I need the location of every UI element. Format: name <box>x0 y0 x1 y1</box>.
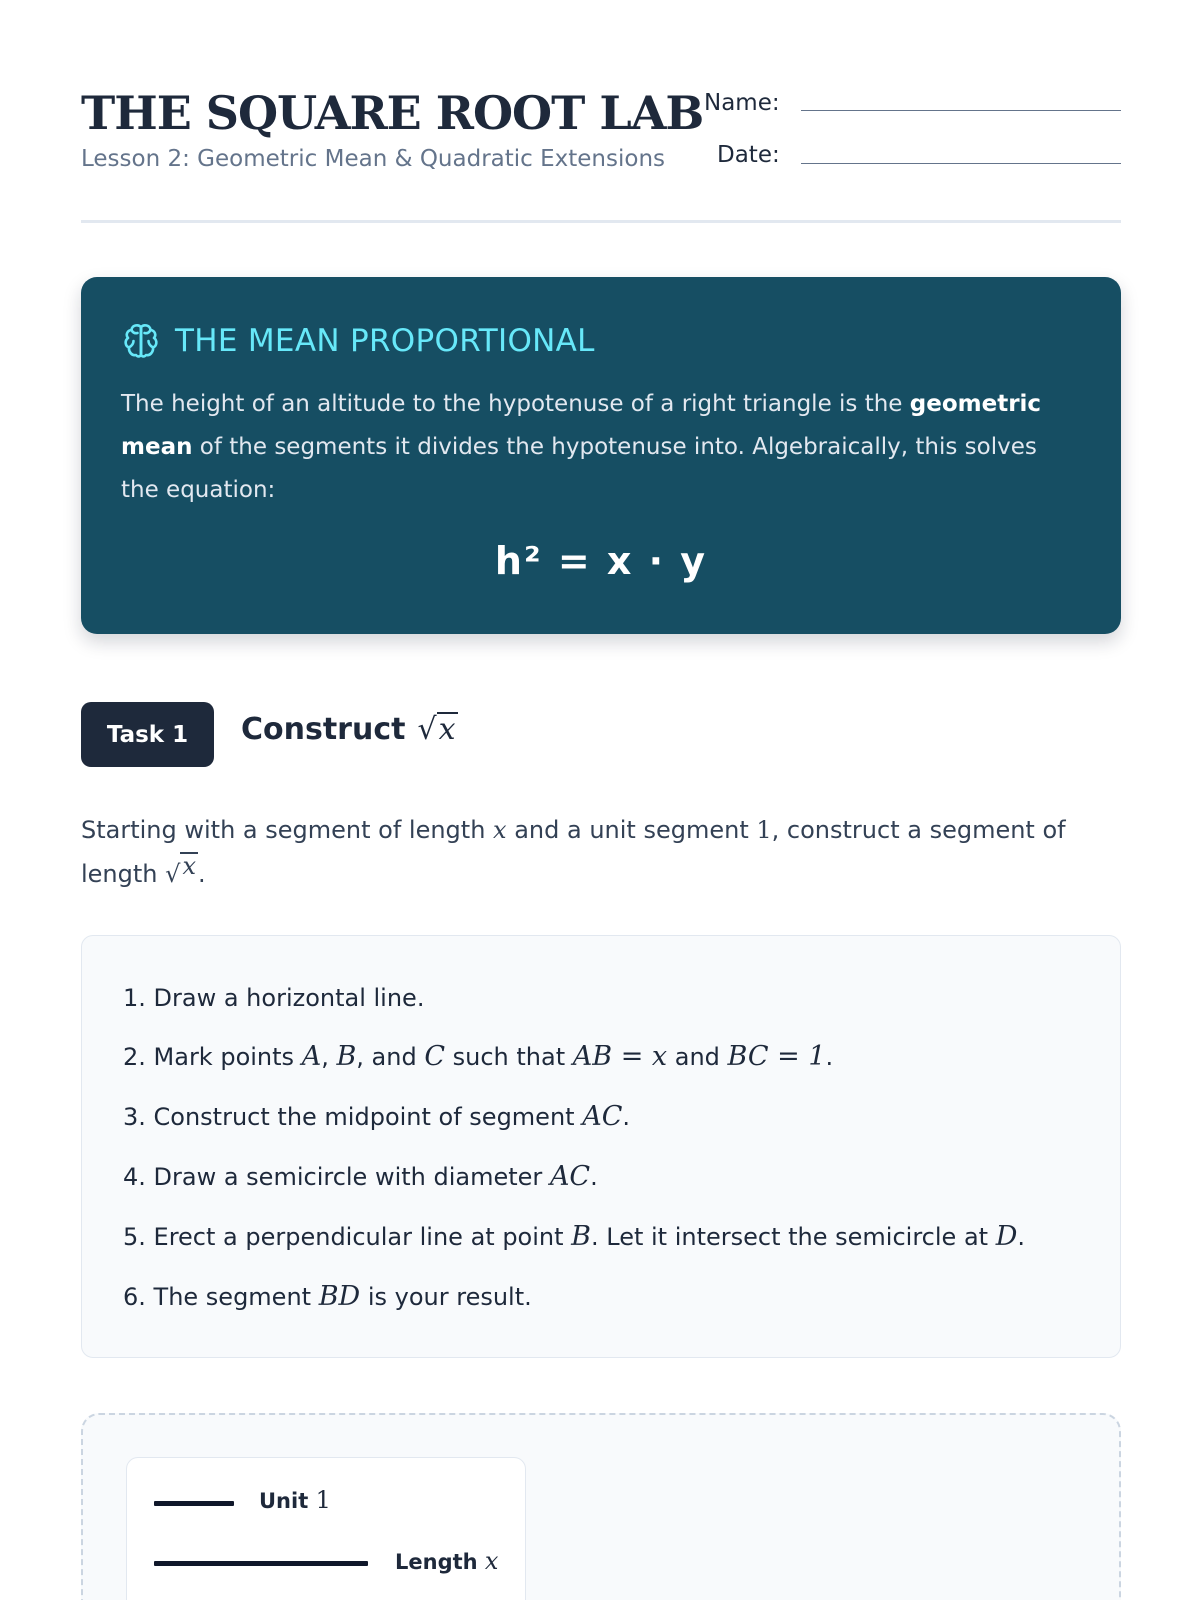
name-label: Name: <box>704 90 780 116</box>
step-item: 2. Mark points A, B, and C such that AB = x and BC = 1. <box>123 1041 834 1072</box>
task-title: Construct √ x <box>241 712 456 747</box>
sqrt-expression: √ x <box>165 852 196 888</box>
concept-emphasis: geometric mean <box>121 391 1042 460</box>
concept-box <box>81 277 1121 634</box>
unit-segment-label: Unit 1 <box>259 1486 331 1514</box>
step-item: 1. Draw a horizontal line. <box>123 984 425 1012</box>
date-label: Date: <box>717 142 780 168</box>
segment-legend <box>126 1457 526 1600</box>
step-item: 5. Erect a perpendicular line at point B. Let it intersect the semicircle at D. <box>123 1221 1025 1252</box>
length-x-segment <box>154 1561 368 1566</box>
step-item: 6. The segment BD is your result. <box>123 1281 532 1312</box>
worksheet-header <box>81 82 1121 227</box>
brain-icon <box>121 321 161 361</box>
task-description: Starting with a segment of length x and a unit segment 1, construct a segment of length √ x . <box>81 808 1121 896</box>
concept-text: The height of an altitude to the hypotenuse of a right triangle is the geometric mean of the segments it divides the hypotenuse into. Algebraically, this solves the equation: <box>121 391 1042 503</box>
unit-segment <box>154 1501 234 1506</box>
name-field-line[interactable] <box>801 110 1121 111</box>
step-item: 3. Construct the midpoint of segment AC. <box>123 1101 631 1132</box>
header-divider <box>81 220 1121 223</box>
construction-workspace[interactable] <box>81 1413 1121 1600</box>
page-title: THE SQUARE ROOT LAB <box>81 86 704 140</box>
concept-formula: h² = x · y <box>494 539 708 583</box>
steps-box <box>81 935 1121 1358</box>
sqrt-expression: √ x <box>417 712 456 747</box>
concept-title: THE MEAN PROPORTIONAL <box>175 323 595 359</box>
date-field-line[interactable] <box>801 163 1121 164</box>
page-subtitle: Lesson 2: Geometric Mean & Quadratic Extensions <box>81 146 666 172</box>
task-badge: Task 1 <box>81 702 214 767</box>
length-x-segment-label: Length x <box>395 1547 499 1575</box>
concept-heading <box>121 321 595 361</box>
step-item: 4. Draw a semicircle with diameter AC. <box>123 1161 598 1192</box>
